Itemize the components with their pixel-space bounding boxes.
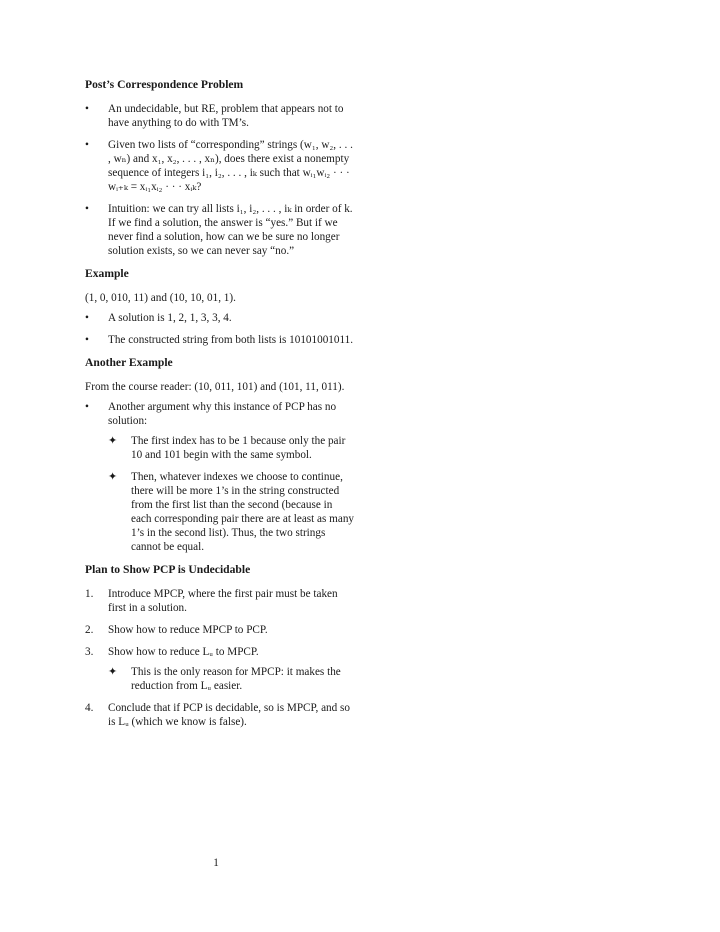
sub-list-item-text: Then, whatever indexes we choose to continue, there will be more 1’s in the string constructed from the first list than the second (because in each corresponding pair there are at least as many 1’s in the second list). Thus, the two strings cannot be equal. bbox=[131, 471, 355, 553]
another-example-intro: From the course reader: (10, 011, 101) and (101, 11, 011). bbox=[85, 381, 345, 393]
section-title-example: Example bbox=[85, 267, 129, 280]
numbered-item-text: Show how to reduce MPCP to PCP. bbox=[108, 624, 268, 636]
another-example-bullet-list bbox=[85, 400, 355, 554]
four-point-star-icon: ✦ bbox=[108, 435, 118, 447]
numbered-item-text: Show how to reduce Lᵤ to MPCP. bbox=[108, 646, 259, 658]
sub-list-item-text: The first index has to be 1 because only the pair 10 and 101 begin with the same symbol. bbox=[131, 435, 346, 461]
bullet-dot-icon bbox=[85, 311, 95, 325]
section-title-pcp: Post’s Correspondence Problem bbox=[85, 78, 244, 91]
list-item-text: An undecidable, but RE, problem that appears not to have anything to do with TM’s. bbox=[108, 103, 344, 129]
numbered-item-text: Introduce MPCP, where the first pair must be taken first in a solution. bbox=[108, 588, 338, 614]
list-item bbox=[85, 400, 355, 554]
item-number: 2. bbox=[85, 624, 94, 636]
list-item bbox=[85, 202, 355, 258]
list-item bbox=[85, 138, 355, 194]
bullet-dot-icon bbox=[85, 102, 95, 116]
numbered-item bbox=[85, 587, 355, 615]
section-title-another-example: Another Example bbox=[85, 356, 173, 369]
sub-list-item bbox=[108, 470, 355, 554]
list-item-text: The constructed string from both lists is 10101001011. bbox=[108, 334, 354, 346]
numbered-item bbox=[85, 645, 355, 693]
bullet-dot-icon bbox=[85, 400, 95, 414]
list-item-text: Given two lists of “corresponding” strings (w₁, w₂, . . . , wₙ) and x₁, x₂, . . . , xₙ), does there exist a nonempty sequence of integers i₁, i₂, . . . , iₖ such that wᵢ₁wᵢ₂ · · · wᵢ₊ₖ = xᵢ₁xᵢ₂ · · · xᵢₖ? bbox=[108, 139, 353, 193]
list-item-text: Intuition: we can try all lists i₁, i₂, . . . , iₖ in order of k. If we find a solution, the answer is “yes.” But if we never find a solution, how can we be sure no longer solution exists, so we can never say “no.” bbox=[108, 203, 353, 257]
section-title-plan: Plan to Show PCP is Undecidable bbox=[85, 563, 251, 576]
item-number: 4. bbox=[85, 702, 94, 714]
sub-list bbox=[108, 665, 355, 693]
sub-list-item-text: This is the only reason for MPCP: it makes the reduction from Lᵤ easier. bbox=[131, 666, 341, 692]
four-point-star-icon: ✦ bbox=[108, 471, 118, 483]
numbered-item-text: Conclude that if PCP is decidable, so is MPCP, and so is Lᵤ (which we know is false). bbox=[108, 702, 350, 728]
bullet-dot-icon bbox=[85, 333, 95, 347]
bullet-dot-icon bbox=[85, 202, 95, 216]
bullet-dot-icon bbox=[85, 138, 95, 152]
item-number: 3. bbox=[85, 646, 94, 658]
item-number: 1. bbox=[85, 588, 94, 600]
page-number: 1 bbox=[213, 857, 219, 869]
list-item bbox=[85, 333, 355, 347]
page-content bbox=[85, 78, 355, 737]
sub-list-item bbox=[108, 665, 355, 693]
sub-list-item bbox=[108, 434, 355, 462]
example-bullet-list bbox=[85, 311, 355, 347]
numbered-item bbox=[85, 623, 355, 637]
numbered-item bbox=[85, 701, 355, 729]
four-point-star-icon: ✦ bbox=[108, 666, 118, 678]
pcp-bullet-list bbox=[85, 102, 355, 258]
list-item-text: Another argument why this instance of PCP has no solution: bbox=[108, 401, 337, 427]
sub-list bbox=[108, 434, 355, 554]
plan-numbered-list bbox=[85, 587, 355, 729]
list-item bbox=[85, 102, 355, 130]
list-item-text: A solution is 1, 2, 1, 3, 3, 4. bbox=[108, 312, 232, 324]
example-intro: (1, 0, 010, 11) and (10, 10, 01, 1). bbox=[85, 292, 236, 304]
list-item bbox=[85, 311, 355, 325]
